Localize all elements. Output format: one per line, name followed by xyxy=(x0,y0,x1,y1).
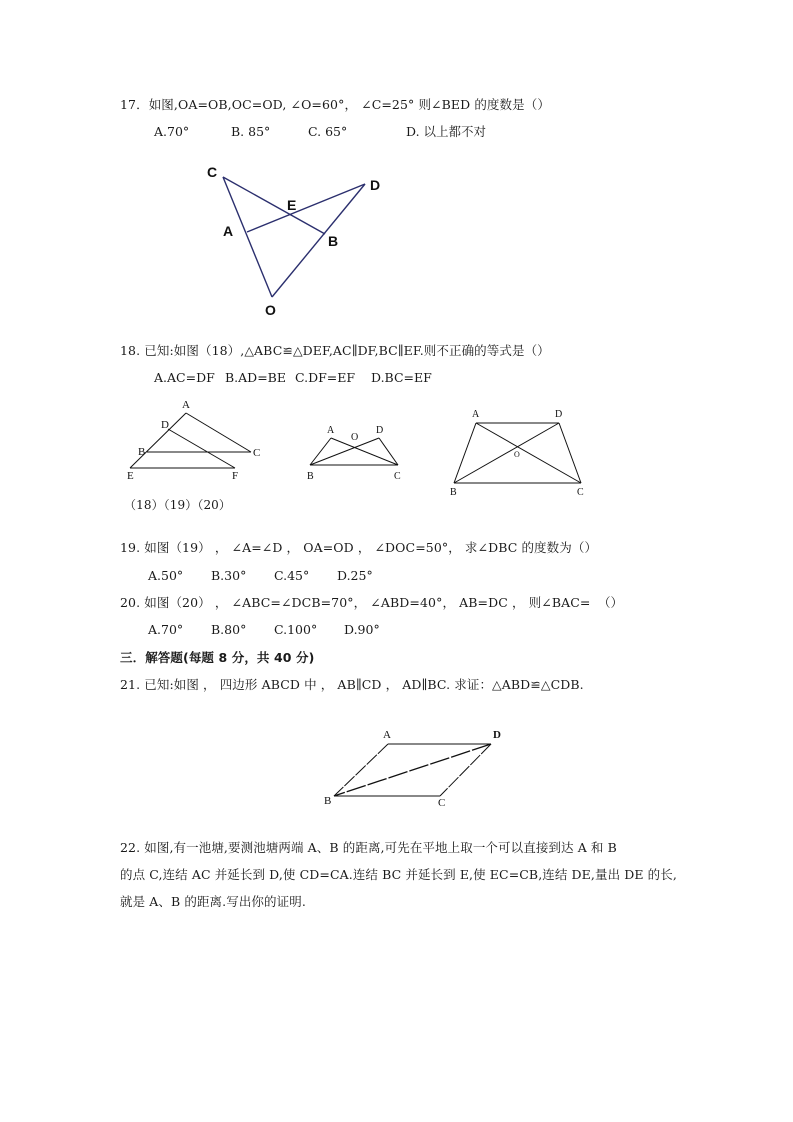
q17-option-d: D. 以上都不对 xyxy=(406,124,487,139)
fig18-label-a: A xyxy=(182,399,190,411)
fig18-label-b: B xyxy=(138,446,146,458)
fig17-label-a: A xyxy=(223,223,234,239)
fig21-label-d: D xyxy=(493,729,501,741)
q20-option-b: B.80° xyxy=(211,622,247,637)
fig18-label-f: F xyxy=(232,470,239,482)
q20-option-d: D.90° xyxy=(344,622,380,637)
q20-option-c: C.100° xyxy=(274,622,318,637)
fig17-label-o: O xyxy=(265,302,276,318)
q17-stem: 17．如图,OA=OB,OC=OD, ∠O=60°， ∠C=25° 则∠BED 的度数是（） xyxy=(120,97,550,112)
q20-option-a: A.70° xyxy=(148,622,184,637)
q20-answer-blank: （） xyxy=(598,595,624,610)
fig17-label-d: D xyxy=(370,177,381,193)
fig19-label-o: O xyxy=(351,432,359,443)
fig18-label-c: C xyxy=(253,447,261,459)
fig18-label-e: E xyxy=(127,470,134,482)
fig21-label-a: A xyxy=(383,729,391,741)
q21-stem: 21. 已知:如图 ， 四边形 ABCD 中 ， AB∥CD ， AD∥BC. 求证：△ABD≌△CDB. xyxy=(120,677,584,692)
q18-option-d: D.BC=EF xyxy=(371,370,432,385)
q18-stem: 18. 已知:如图（18）,△ABC≌△DEF,AC∥DF,BC∥EF.则不正确的等式是（） xyxy=(120,343,550,358)
fig18-label-d: D xyxy=(161,419,169,431)
fig19-label-c: C xyxy=(394,471,401,482)
q17-option-a: A.70° xyxy=(154,124,190,139)
fig17-label-b: B xyxy=(328,233,339,249)
fig20-label-a: A xyxy=(472,409,480,420)
q22-line-2: 的点 C,连结 AC 并延长到 D,使 CD=CA.连结 BC 并延长到 E,使 EC=CB,连结 DE,量出 DE 的长, xyxy=(120,867,677,882)
fig21-label-b: B xyxy=(324,795,332,807)
q19-stem: 19. 如图（19） ， ∠A=∠D ， OA=OD ， ∠DOC=50°， 求∠DBC 的度数为（） xyxy=(120,540,598,555)
figure-caption: （18）（19）（20） xyxy=(124,498,232,512)
fig17-label-c: C xyxy=(207,164,218,180)
fig19-label-a: A xyxy=(327,425,335,436)
q20-stem: 20. 如图（20） ， ∠ABC=∠DCB=70°， ∠ABD=40°， AB=DC ， 则∠BAC= xyxy=(120,595,591,610)
q19-option-d: D.25° xyxy=(337,568,373,583)
fig19-label-b: B xyxy=(307,471,314,482)
q17-option-c: C. 65° xyxy=(308,124,348,139)
fig20-label-o: O xyxy=(514,450,520,459)
q18-option-b: B.AD=BE xyxy=(225,370,286,385)
q22-line-1: 22. 如图,有一池塘,要测池塘两端 A、B 的距离,可先在平地上取一个可以直接到达 A 和 B xyxy=(120,840,617,855)
q19-option-a: A.50° xyxy=(148,568,184,583)
q22-line-3: 就是 A、B 的距离.写出你的证明. xyxy=(120,894,306,909)
q18-option-a: A.AC=DF xyxy=(154,370,215,385)
fig20-label-b: B xyxy=(450,487,457,498)
q19-option-b: B.30° xyxy=(211,568,247,583)
q18-option-c: C.DF=EF xyxy=(295,370,356,385)
q19-option-c: C.45° xyxy=(274,568,310,583)
fig20-label-d: D xyxy=(555,409,563,420)
fig17-label-e: E xyxy=(287,197,297,213)
fig21-label-c: C xyxy=(438,797,446,809)
q17-option-b: B. 85° xyxy=(231,124,271,139)
section-3-heading: 三．解答题(每题 8 分，共 40 分) xyxy=(120,650,315,665)
fig19-label-d: D xyxy=(376,425,384,436)
fig20-label-c: C xyxy=(577,487,584,498)
